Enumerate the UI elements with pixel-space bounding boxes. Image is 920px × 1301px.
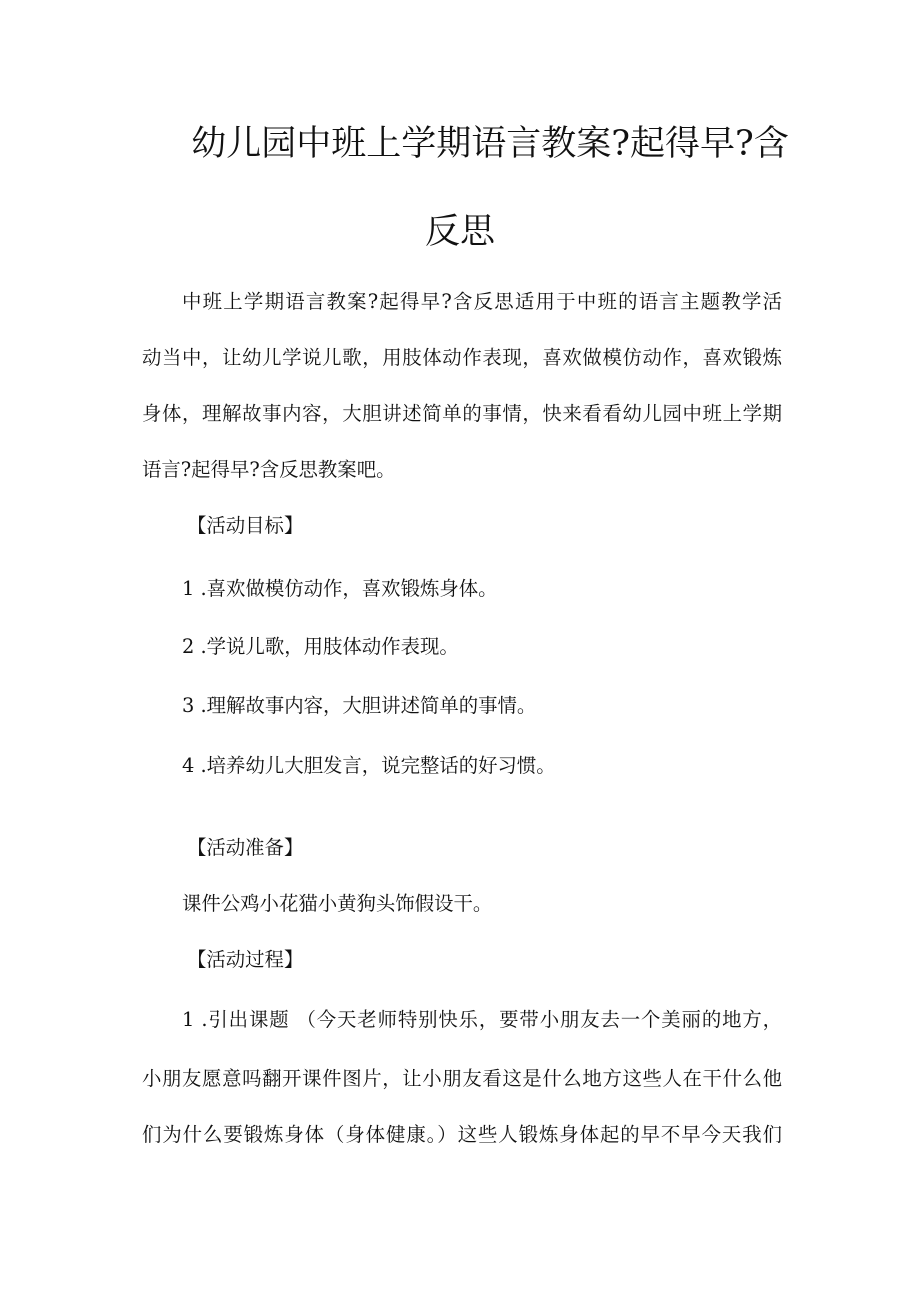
intro-paragraph-line: 中班上学期语言教案?起得早?含反思适用于中班的语言主题教学活 [182,290,782,313]
section-heading-process: 【活动过程】 [187,948,304,971]
process-paragraph-line: 小朋友愿意吗翻开课件图片，让小朋友看这是什么地方这些人在干什么他 [142,1067,782,1090]
goal-item: 4 .培养幼儿大胆发言，说完整话的好习惯。 [182,754,556,777]
intro-paragraph-line: 语言?起得早?含反思教案吧。 [142,458,396,481]
goal-item: 2 .学说儿歌，用肢体动作表现。 [182,635,459,658]
goal-item: 3 .理解故事内容，大胆讲述简单的事情。 [182,694,537,717]
goal-item: 1 .喜欢做模仿动作，喜欢锻炼身体。 [182,577,498,600]
document-title-line-2: 反思 [424,212,495,252]
section-heading-preparation: 【活动准备】 [187,836,304,859]
process-paragraph-line: 1 .引出课题 （今天老师特别快乐，要带小朋友去一个美丽的地方， [182,1008,782,1031]
preparation-text: 课件公鸡小花猫小黄狗头饰假设干。 [182,892,493,915]
section-heading-goals: 【活动目标】 [187,514,304,537]
process-paragraph-line: 们为什么要锻炼身体（身体健康。）这些人锻炼身体起的早不早今天我们 [142,1123,782,1146]
document-title-line-1: 幼儿园中班上学期语言教案?起得早?含 [191,124,789,164]
intro-paragraph-line: 身体，理解故事内容，大胆讲述简单的事情，快来看看幼儿园中班上学期 [142,402,782,425]
intro-paragraph-line: 动当中，让幼儿学说儿歌，用肢体动作表现，喜欢做模仿动作，喜欢锻炼 [142,346,782,369]
